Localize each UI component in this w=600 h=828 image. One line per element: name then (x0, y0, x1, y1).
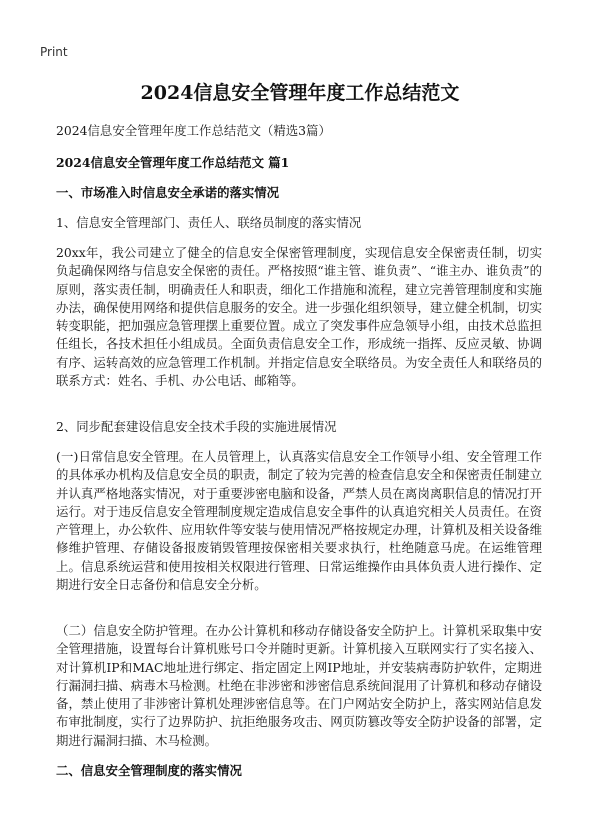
section-2-heading: 二、信息安全管理制度的落实情况 (56, 763, 242, 778)
print-label: Print (40, 45, 68, 59)
subsection-1-heading: 1、信息安全管理部门、责任人、联络员制度的落实情况 (56, 215, 362, 230)
paragraph-1: 20xx年，我公司建立了健全的信息安全保密管理制度，实现信息安全保密责任制，切实负起确保网络与信息安全保密的责任。严格按照“谁主管、谁负责”、“谁主办、谁负责”的原则，落实责任制，明确责任人和职责，细化工作措施和流程，建立完善管理制度和实施办法，确保使用网络和提供信息服务的安全。进一步强化组织领导，建立健全机制，切实转变职能，把加强应急管理摆上重要位置。成立了突发事件应急领导小组，由技术总监担任组长，各技术担任小组成员。全面负责信息安全工作，形成统一指挥、反应灵敏、协调有序、运转高效的应急管理工作机制。并指定信息安全联络员。为安全责任人和联络员的联系方式：姓名、手机、办公电话、邮箱等。 (56, 245, 542, 389)
paragraph-3: （二）信息安全防护管理。在办公计算机和移动存储设备安全防护上。计算机采取集中安全管理措施，设置每台计算机账号口令并随时更新。计算机接入互联网实行了实名接入、对计算机IP和MAC地址进行绑定、指定固定上网IP地址，并安装病毒防护软件，定期进行漏洞扫描、病毒木马检测。杜绝在非涉密和涉密信息系统间混用了计算机和移动存储设备，禁止使用了非涉密计算机处理涉密信息等。在门户网站安全防护上，落实网站信息发布审批制度，实行了边界防护、抗拒绝服务攻击、网页防篡改等安全防护设备的部署，定期进行漏洞扫描、木马检测。 (56, 623, 542, 748)
subsection-2-heading: 2、同步配套建设信息安全技术手段的实施进展情况 (56, 419, 337, 434)
section-1-heading: 一、市场准入时信息安全承诺的落实情况 (56, 185, 280, 200)
document-subtitle: 2024信息安全管理年度工作总结范文（精选3篇） (56, 123, 331, 138)
article-heading: 2024信息安全管理年度工作总结范文 篇1 (56, 155, 290, 170)
paragraph-2: (一)日常信息安全管理。在人员管理上，认真落实信息安全工作领导小组、安全管理工作的具体承办机构及信息安全员的职责，制定了较为完善的检查信息安全和保密责任制建立并认真严格地落实情况，对于重要涉密电脑和设备，严禁人员在离岗离职信息的情况打开运行。对于违反信息安全管理制度规定造成信息安全事件的认真追究相关人员责任。在资产管理上，办公软件、应用软件等安装与使用情况严格按规定办理，计算机及相关设备维修维护管理、存储设备报废销毁管理按保密相关要求执行，杜绝随意马虎。在运维管理上。信息系统运营和使用按相关权限进行管理、日常运维操作由具体负责人进行操作、定期进行安全日志备份和信息安全分析。 (56, 449, 542, 593)
document-title: 2024信息安全管理年度工作总结范文 (140, 82, 460, 104)
